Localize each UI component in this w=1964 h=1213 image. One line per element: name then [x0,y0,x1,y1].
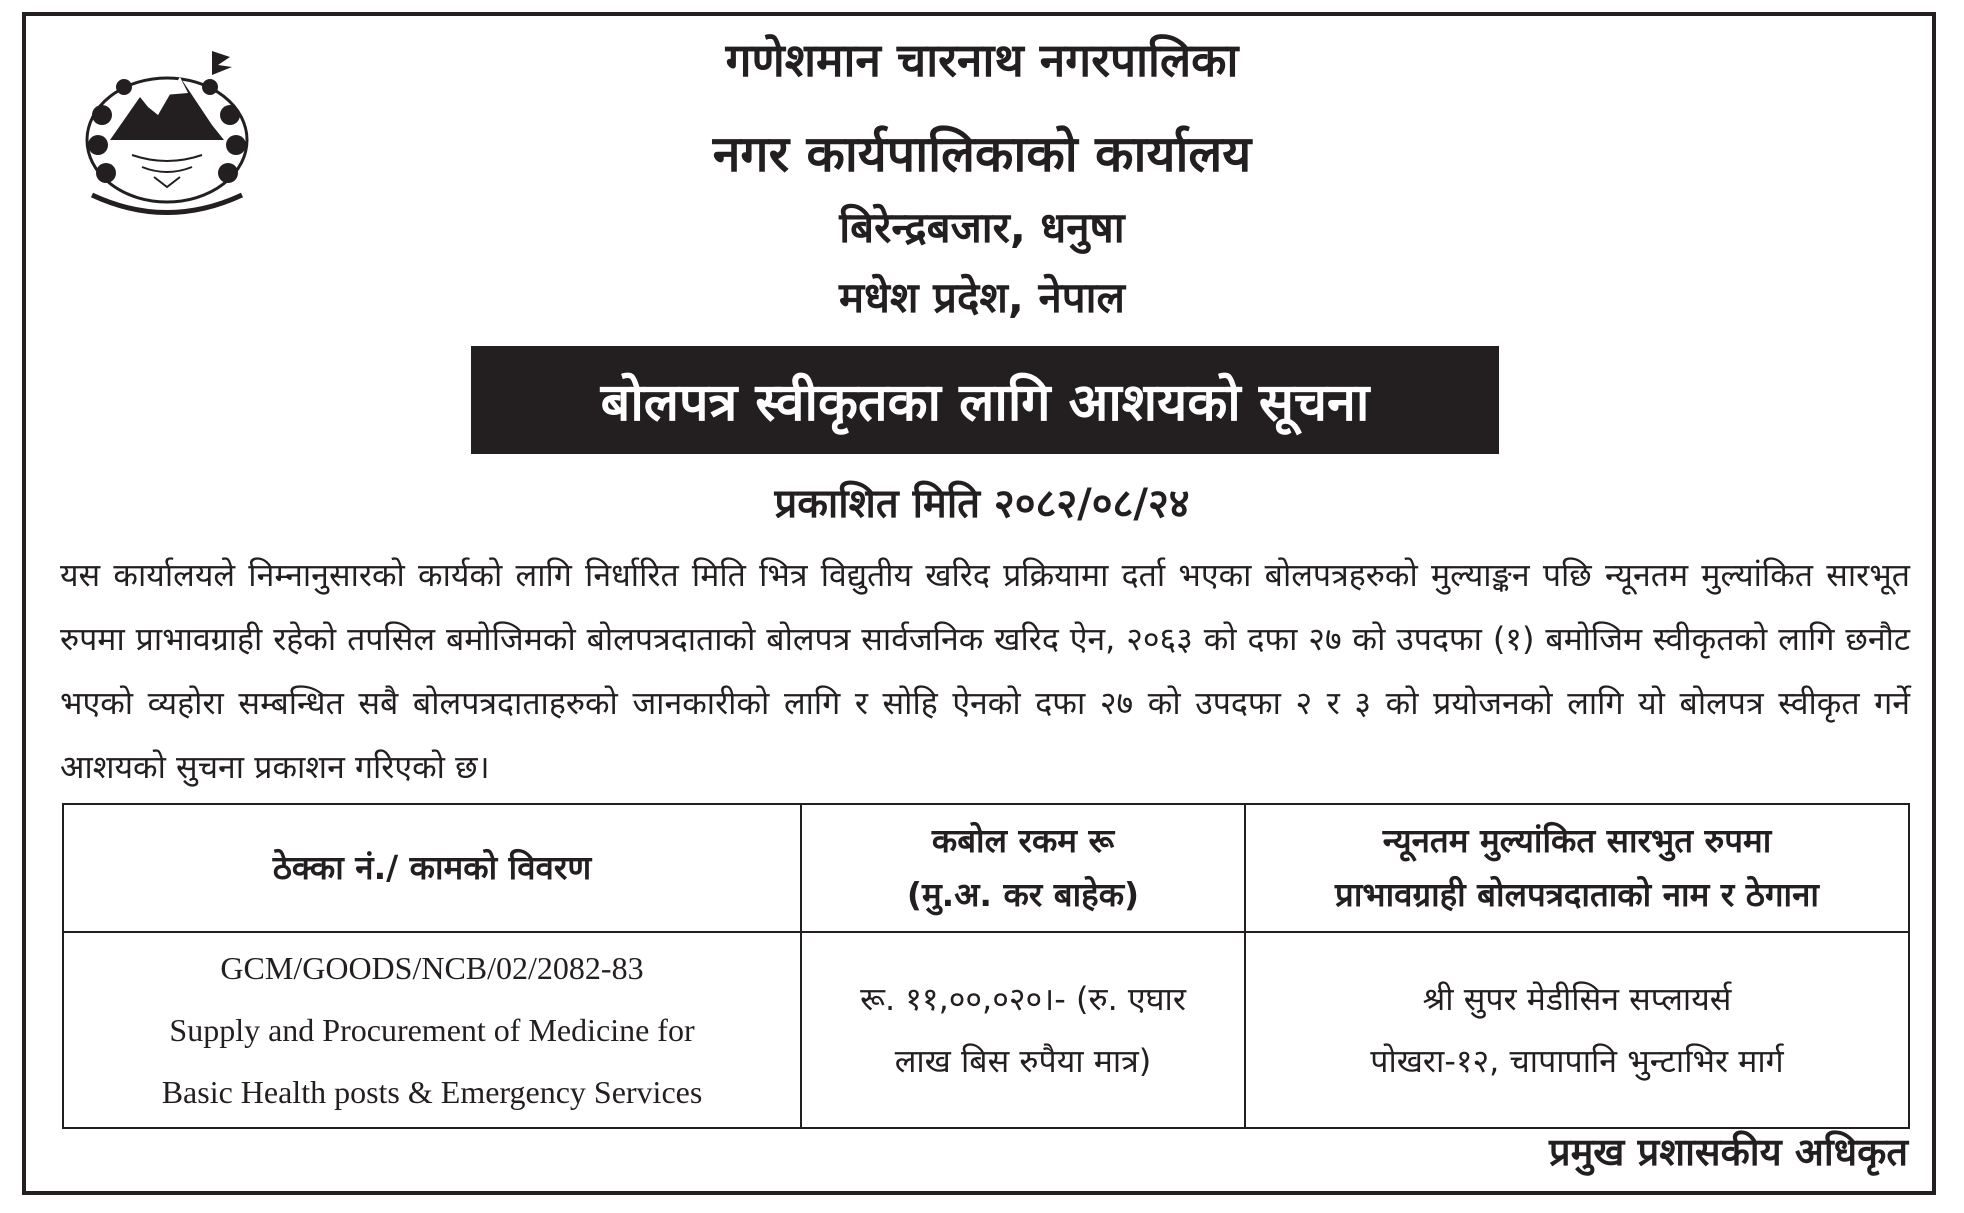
contract-description-line2: Basic Health posts & Emergency Services [161,1074,703,1110]
table-header-row [63,804,1909,932]
bid-amount-line1: रू. ११,००,०२०।- (रु. एघार [860,980,1186,1018]
award-table [62,803,1910,1129]
cell-bidder [1245,932,1909,1128]
bid-amount-line2: लाख बिस रुपैया मात्र) [894,1042,1152,1080]
municipality-name: गणेशमान चारनाथ नगरपालिका [725,33,1239,87]
notice-title: बोलपत्र स्वीकृतका लागि आशयको सूचना [600,372,1370,433]
table-row [63,932,1909,1128]
office-province: मधेश प्रदेश, नेपाल [839,273,1125,322]
signatory-title: प्रमुख प्रशासकीय अधिकृत [1548,1130,1908,1174]
header-bidder-line2: प्राभावग्राही बोलपत्रदाताको नाम र ठेगाना [1335,875,1819,914]
cell-contract [63,932,801,1128]
cell-amount [801,932,1245,1128]
header-bidder [1245,804,1909,932]
header-bid-amount-line1: कबोल रकम रू [931,821,1115,860]
header-contract-description [63,804,801,932]
notice-title-banner [471,346,1499,454]
header-contract-label: ठेक्का नं./ कामको विवरण [272,848,592,887]
header-bid-amount [801,804,1245,932]
office-location: बिरेन्द्रबजार, धनुषा [839,203,1125,252]
published-date: प्रकाशित मिति २०८२/०८/२४ [774,481,1190,527]
header-bid-amount-line2: (मु.अ. कर बाहेक) [906,875,1140,914]
bidder-address: पोखरा-१२, चापापानि भुन्टाभिर मार्ग [1370,1042,1784,1080]
header-bidder-line1: न्यूनतम मुल्यांकित सारभुत रुपमा [1382,821,1772,860]
bidder-name: श्री सुपर मेडीसिन सप्लायर्स [1422,980,1732,1018]
contract-description-line1: Supply and Procurement of Medicine for [169,1012,695,1048]
contract-number: GCM/GOODS/NCB/02/2082-83 [220,950,644,986]
notice-paragraph: यस कार्यालयले निम्नानुसारको कार्यको लागि निर्धारित मिति भित्र विद्युतीय खरिद प्रक्रियामा दर्ता भएका बोलपत्रहरुको मुल्याङ्कन पछि न्यूनतम मुल्यांकित सारभूत रुपमा प्राभावग्राही रहेको तपसिल बमोजिमको बोलपत्रदाताको बोलपत्र सार्वजनिक खरिद ऐन, २०६३ को दफा २७ को उपदफा (१) बमोजिम स्वीकृतको लागि छनौट भएको व्यहोरा सम्बन्धित सबै बोलपत्रदाताहरुको जानकारीको लागि र सोहि ऐनको दफा २७ को उपदफा २ र ३ को प्रयोजनको लागि यो बोलपत्र स्वीकृत गर्ने आशयको सुचना प्रकाशन गरिएको छ। [60,556,1910,786]
office-name: नगर कार्यपालिकाको कार्यालय [712,125,1252,183]
